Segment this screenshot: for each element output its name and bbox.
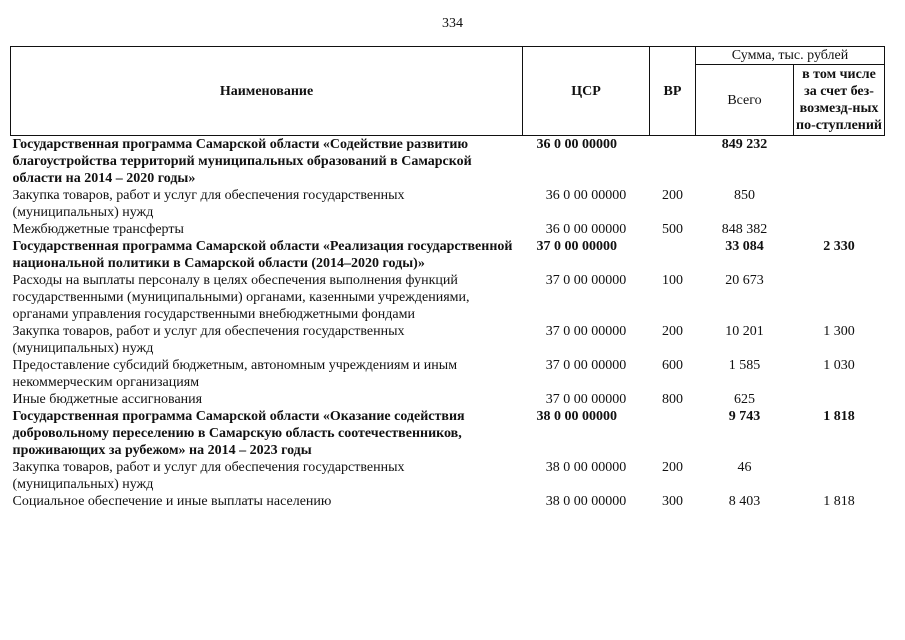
cell-vr: [650, 408, 696, 459]
cell-total: 625: [734, 392, 755, 407]
table-row: [11, 493, 885, 510]
table-body: [11, 136, 885, 511]
program-row: [11, 408, 885, 459]
table-row: [11, 272, 885, 323]
header-sum: Сумма, тыс. рублей: [696, 47, 885, 65]
header-total: Всего: [696, 65, 794, 136]
cell-name: Государственная программа Самарской области «Оказание содействия добровольному переселению в Самарскую область соотечественников, проживающих за рубежом» на 2014 – 2023 годы: [12, 409, 465, 458]
cell-name: Предоставление субсидий бюджетным, автономным учреждениям и иным некоммерческим организациям: [12, 358, 458, 390]
cell-csr: 36 0 00 00000: [545, 222, 627, 237]
cell-total: 10 201: [725, 324, 764, 339]
cell-name: Расходы на выплаты персоналу в целях обеспечения выполнения функций государственными (муниципальными) органами, казенными учреждениями, органами управления государственными внебюджетными фондами: [12, 273, 470, 322]
table-header: [11, 47, 885, 136]
cell-csr: 37 0 00 00000: [536, 239, 617, 254]
header-csr: ЦСР: [523, 47, 650, 136]
cell-csr: 38 0 00 00000: [536, 409, 617, 424]
header-name: Наименование: [11, 47, 523, 136]
cell-csr: 37 0 00 00000: [545, 392, 627, 407]
cell-total: 20 673: [725, 273, 764, 288]
header-free: в том числе за счет без-возмезд-ных по-ступлений: [794, 65, 885, 136]
table-row: [11, 391, 885, 408]
cell-name: Закупка товаров, работ и услуг для обеспечения государственных (муниципальных) нужд: [12, 460, 405, 492]
cell-free: 1 030: [823, 358, 855, 373]
table-row: [11, 187, 885, 221]
cell-name: Закупка товаров, работ и услуг для обеспечения государственных (муниципальных) нужд: [12, 188, 405, 220]
page-number: 334: [442, 16, 463, 31]
budget-table: [10, 46, 885, 510]
cell-vr: 600: [662, 358, 683, 373]
table-row: [11, 459, 885, 493]
cell-csr: 37 0 00 00000: [545, 324, 627, 339]
cell-csr: 37 0 00 00000: [545, 358, 627, 373]
cell-vr: [650, 238, 696, 272]
cell-free: [794, 459, 885, 493]
cell-vr: 200: [662, 324, 683, 339]
cell-csr: 37 0 00 00000: [545, 273, 627, 288]
table-row: [11, 357, 885, 391]
cell-name: Межбюджетные трансферты: [12, 222, 184, 237]
cell-free: [794, 136, 885, 188]
cell-free: 1 300: [823, 324, 855, 339]
cell-name: Закупка товаров, работ и услуг для обеспечения государственных (муниципальных) нужд: [12, 324, 405, 356]
cell-free: [794, 272, 885, 323]
table-row: [11, 323, 885, 357]
cell-vr: 200: [662, 188, 683, 203]
cell-free: [794, 391, 885, 408]
cell-vr: [650, 136, 696, 188]
cell-csr: 36 0 00 00000: [536, 137, 617, 152]
cell-total: 33 084: [725, 239, 764, 254]
cell-total: 1 585: [728, 358, 761, 373]
cell-free: 2 330: [823, 239, 855, 254]
cell-vr: 500: [662, 222, 683, 237]
cell-total: 850: [734, 188, 755, 203]
cell-free: [794, 221, 885, 238]
cell-total: 8 403: [728, 494, 761, 509]
cell-total: 848 382: [721, 222, 768, 237]
cell-free: 1 818: [823, 409, 855, 424]
table-row: [11, 221, 885, 238]
cell-vr: 100: [662, 273, 683, 288]
program-row: [11, 238, 885, 272]
cell-csr: 36 0 00 00000: [545, 188, 627, 203]
cell-vr: 200: [662, 460, 683, 475]
cell-total: 46: [737, 460, 752, 475]
cell-name: Социальное обеспечение и иные выплаты населению: [12, 494, 332, 509]
cell-name: Иные бюджетные ассигнования: [12, 392, 203, 407]
cell-name: Государственная программа Самарской области «Содействие развитию благоустройства территорий муниципальных образований в Самарской области на 2014 – 2020 годы»: [12, 137, 472, 186]
cell-name: Государственная программа Самарской области «Реализация государственной национальной политики в Самарской области (2014–2020 годы)»: [12, 239, 513, 271]
cell-csr: 38 0 00 00000: [545, 460, 627, 475]
cell-vr: 300: [662, 494, 683, 509]
cell-free: [794, 187, 885, 221]
cell-total: 849 232: [721, 137, 768, 152]
program-row: [11, 136, 885, 188]
header-vr: ВР: [650, 47, 696, 136]
cell-csr: 38 0 00 00000: [545, 494, 627, 509]
cell-free: 1 818: [823, 494, 855, 509]
cell-total: 9 743: [728, 409, 761, 424]
cell-vr: 800: [662, 392, 683, 407]
